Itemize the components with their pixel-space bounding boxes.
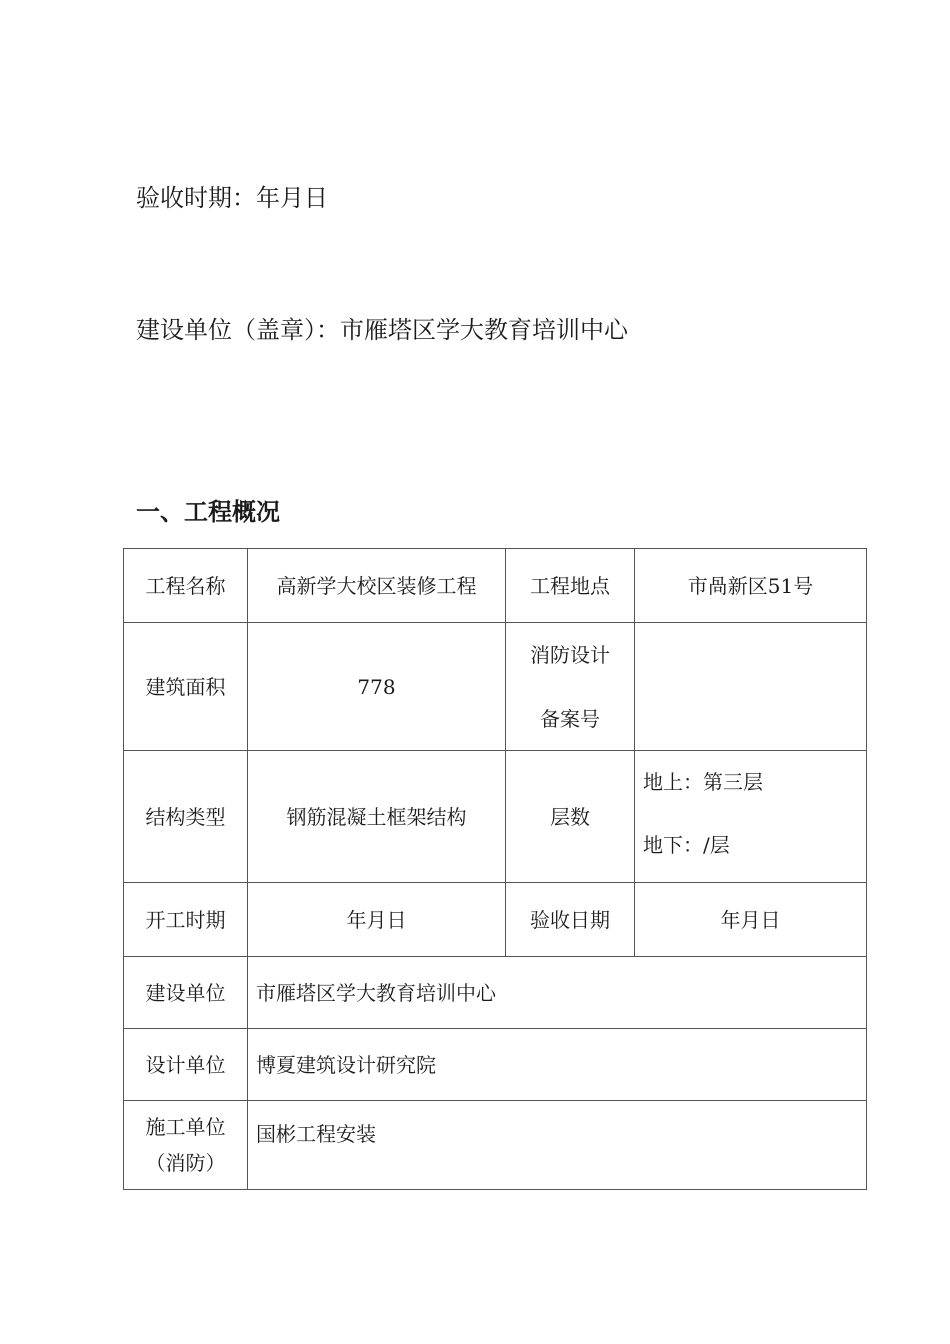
fire-design-record-value (635, 623, 867, 751)
construction-unit-value: 市雁塔区学大教育培训中心 (248, 957, 867, 1029)
table-row (124, 1101, 867, 1190)
acceptance-date-value: 年月日 (256, 184, 328, 212)
fire-design-record-label-line1: 消防设计 (530, 642, 610, 667)
floor-count-label: 层数 (506, 751, 635, 883)
design-unit-label: 设计单位 (124, 1029, 248, 1101)
floors-below-ground: 地下：/层 (643, 833, 730, 857)
table-row (124, 549, 867, 623)
start-date-label: 开工时期 (124, 883, 248, 957)
table-row (124, 883, 867, 957)
project-overview-table (123, 548, 867, 1190)
acceptance-date-line (136, 183, 328, 213)
floor-count-value (635, 751, 867, 883)
project-location-value: 市咼新区51号 (635, 549, 867, 623)
project-name-label: 工程名称 (124, 549, 248, 623)
contractor-label-line2: （消防） (145, 1151, 226, 1175)
acceptance-date-table-value: 年月日 (635, 883, 867, 957)
table-row (124, 623, 867, 751)
acceptance-date-label: 验收时期： (136, 184, 256, 212)
contractor-label (124, 1101, 248, 1190)
structure-type-label: 结构类型 (124, 751, 248, 883)
builder-seal-line (136, 315, 628, 345)
table-row (124, 1029, 867, 1101)
structure-type-value: 钢筋混凝土框架结构 (248, 751, 506, 883)
table-row (124, 751, 867, 883)
project-location-label: 工程地点 (506, 549, 635, 623)
building-area-label: 建筑面积 (124, 623, 248, 751)
building-area-value: 778 (248, 623, 506, 751)
acceptance-date-table-label: 验收日期 (506, 883, 635, 957)
fire-design-record-label (506, 623, 635, 751)
builder-seal-label: 建设单位（盖章）： (136, 316, 340, 344)
table-row (124, 957, 867, 1029)
contractor-label-line1: 施工单位 (145, 1115, 226, 1139)
project-name-value: 高新学大校区装修工程 (248, 549, 506, 623)
builder-seal-value: 市雁塔区学大教育培训中心 (340, 316, 628, 344)
fire-design-record-label-line2: 备案号 (540, 706, 600, 731)
contractor-value: 国彬工程安装 (248, 1101, 867, 1190)
floors-above-ground: 地上：第三层 (643, 770, 763, 794)
construction-unit-label: 建设单位 (124, 957, 248, 1029)
design-unit-value: 博夏建筑设计研究院 (248, 1029, 867, 1101)
start-date-value: 年月日 (248, 883, 506, 957)
section-title: 一、工程概况 (136, 498, 280, 526)
